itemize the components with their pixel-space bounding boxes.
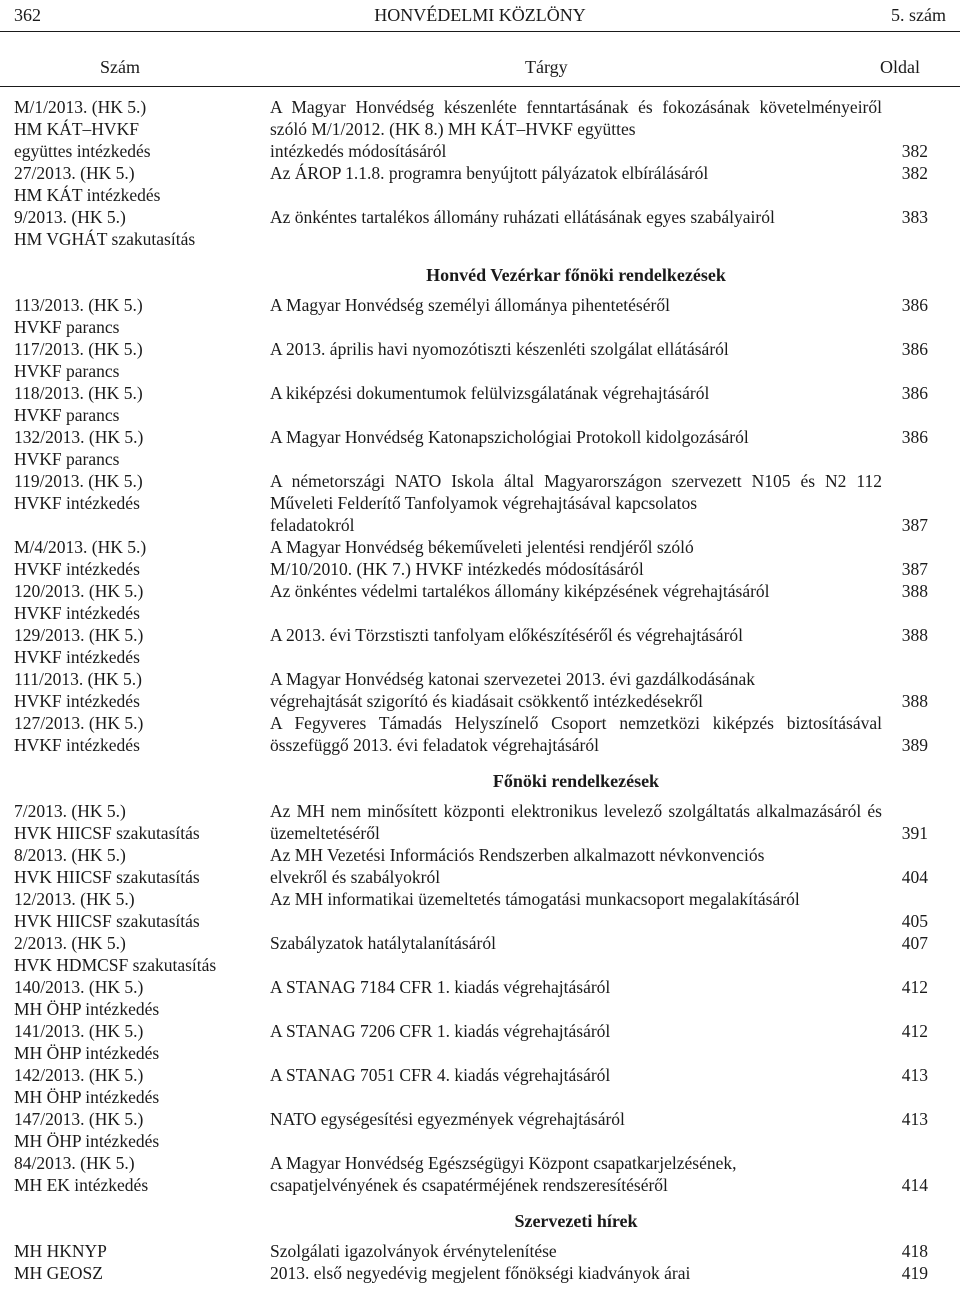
page-reference[interactable]: 389 [901, 735, 928, 755]
document-number: M/1/2013. (HK 5.) HM KÁT–HVKF együttes intézkedés [14, 97, 151, 161]
page-reference[interactable]: 387 [901, 559, 928, 579]
document-number: M/4/2013. (HK 5.) HVKF intézkedés [14, 537, 147, 579]
table-row [0, 382, 960, 426]
document-subject[interactable]: A STANAG 7051 CFR 4. kiadás végrehajtásáról [270, 1065, 611, 1085]
column-header-page: Oldal [880, 57, 920, 77]
document-subject[interactable]: Az MH informatikai üzemeltetés támogatási munkacsoport megalakításáról [270, 889, 800, 909]
page-reference[interactable]: 407 [901, 933, 928, 953]
page-reference[interactable]: 386 [901, 427, 928, 447]
document-subject[interactable]: A 2013. április havi nyomozótiszti készenléti szolgálat ellátásáról [270, 339, 729, 359]
page-reference[interactable]: 413 [901, 1109, 928, 1129]
column-header-number: Szám [100, 57, 140, 77]
document-subject[interactable]: A STANAG 7206 CFR 1. kiadás végrehajtásáról [270, 1021, 611, 1041]
document-number: 113/2013. (HK 5.) HVKF parancs [14, 295, 143, 337]
column-header-rule [0, 86, 960, 87]
table-row [0, 426, 960, 470]
document-number: 119/2013. (HK 5.) HVKF intézkedés [14, 471, 143, 513]
table-row [0, 800, 960, 844]
document-number: MH HKNYP [14, 1241, 107, 1261]
document-number: 142/2013. (HK 5.) MH ÖHP intézkedés [14, 1065, 160, 1107]
document-subject[interactable]: Szabályzatok hatálytalanításáról [270, 933, 496, 953]
document-subject[interactable]: A Magyar Honvédség katonai szervezetei 2013. évi gazdálkodásának végrehajtását szigorító és kiadásait csökkentő intézkedésekről [270, 669, 755, 711]
table-row [0, 712, 960, 756]
table-row [0, 470, 960, 536]
document-subject[interactable]: Az önkéntes tartalékos állomány ruházati ellátásának egyes szabályairól [270, 207, 775, 227]
page-reference[interactable]: 387 [901, 515, 928, 535]
table-row [0, 338, 960, 382]
document-number: 132/2013. (HK 5.) HVKF parancs [14, 427, 144, 469]
page-header [0, 0, 960, 30]
document-number: 2/2013. (HK 5.) HVK HDMCSF szakutasítás [14, 933, 217, 975]
page-reference[interactable]: 412 [901, 1021, 928, 1041]
page-reference[interactable]: 412 [901, 977, 928, 997]
document-subject[interactable]: Az MH nem minősített központi elektronikus levelező szolgáltatás alkalmazásáról és üzemeltetéséről [270, 801, 882, 843]
page-reference[interactable]: 382 [901, 141, 928, 161]
column-headers [0, 52, 960, 82]
page-reference[interactable]: 388 [901, 691, 928, 711]
document-number: 84/2013. (HK 5.) MH EK intézkedés [14, 1153, 149, 1195]
table-row [0, 1064, 960, 1108]
section-heading: Honvéd Vezérkar főnöki rendelkezések [426, 265, 726, 285]
table-row [0, 844, 960, 888]
table-row [0, 162, 960, 206]
document-subject[interactable]: A STANAG 7184 CFR 1. kiadás végrehajtásáról [270, 977, 611, 997]
document-subject[interactable]: A Fegyveres Támadás Helyszínelő Csoport nemzetközi kiképzés biztosításával összefüggő 2013. évi feladatok végrehajtásáról [270, 713, 882, 755]
document-number: 27/2013. (HK 5.) HM KÁT intézkedés [14, 163, 161, 205]
table-row [0, 1108, 960, 1152]
document-subject[interactable]: A Magyar Honvédség Katonapszichológiai Protokoll kidolgozásáról [270, 427, 749, 447]
table-row [0, 206, 960, 250]
document-subject[interactable]: A Magyar Honvédség Egészségügyi Központ csapatkarjelzésének, csapatjelvényének és csapatérméjének rendszeresítéséről [270, 1153, 737, 1195]
publication-title: HONVÉDELMI KÖZLÖNY [374, 5, 586, 25]
document-number: 140/2013. (HK 5.) MH ÖHP intézkedés [14, 977, 160, 1019]
document-number: 111/2013. (HK 5.) HVKF intézkedés [14, 669, 142, 711]
page-reference[interactable]: 419 [901, 1263, 928, 1283]
document-number: 118/2013. (HK 5.) HVKF parancs [14, 383, 143, 425]
page-reference[interactable]: 405 [901, 911, 928, 931]
issue-label: 5. szám [891, 5, 946, 25]
table-row [0, 888, 960, 932]
table-row [0, 1020, 960, 1064]
table-row [0, 624, 960, 668]
document-number: 12/2013. (HK 5.) HVK HIICSF szakutasítás [14, 889, 200, 931]
document-subject[interactable]: A Magyar Honvédség személyi állománya pihentetéséről [270, 295, 670, 315]
page-reference[interactable]: 383 [901, 207, 928, 227]
table-row [0, 976, 960, 1020]
page-number: 362 [14, 5, 41, 25]
table-row [0, 1152, 960, 1196]
page-reference[interactable]: 388 [901, 625, 928, 645]
document-subject[interactable]: A kiképzési dokumentumok felülvizsgálatának végrehajtásáról [270, 383, 710, 403]
document-subject[interactable]: Az MH Vezetési Információs Rendszerben alkalmazott névkonvenciós elvekről és szabályokról [270, 845, 765, 887]
page-reference[interactable]: 386 [901, 295, 928, 315]
document-subject[interactable]: 2013. első negyedévig megjelent főnökségi kiadványok árai [270, 1263, 691, 1283]
page-reference[interactable]: 386 [901, 383, 928, 403]
table-row [0, 932, 960, 976]
document-subject[interactable]: A Magyar Honvédség békeműveleti jelentési rendjéről szóló M/10/2010. (HK 7.) HVKF intézkedés módosításáról [270, 537, 694, 579]
document-subject[interactable]: A Magyar Honvédség készenléte fenntartásának és fokozásának követelményeiről szóló M/1/2012. (HK 8.) MH KÁT–HVKF együttes intézkedés módosításáról [270, 97, 882, 161]
table-row [0, 96, 960, 162]
document-number: 7/2013. (HK 5.) HVK HIICSF szakutasítás [14, 801, 200, 843]
section-heading: Szervezeti hírek [514, 1211, 638, 1231]
document-subject[interactable]: Az önkéntes védelmi tartalékos állomány kiképzésének végrehajtásáról [270, 581, 770, 601]
contents-table [0, 96, 960, 1284]
document-number: 127/2013. (HK 5.) HVKF intézkedés [14, 713, 144, 755]
table-row [0, 580, 960, 624]
table-row [0, 1240, 960, 1262]
page-reference[interactable]: 391 [901, 823, 928, 843]
document-subject[interactable]: NATO egységesítési egyezmények végrehajtásáról [270, 1109, 625, 1129]
document-number: 147/2013. (HK 5.) MH ÖHP intézkedés [14, 1109, 160, 1151]
document-number: 141/2013. (HK 5.) MH ÖHP intézkedés [14, 1021, 160, 1063]
document-subject[interactable]: Szolgálati igazolványok érvénytelenítése [270, 1241, 557, 1261]
document-number: 8/2013. (HK 5.) HVK HIICSF szakutasítás [14, 845, 200, 887]
page-reference[interactable]: 414 [901, 1175, 928, 1195]
page-reference[interactable]: 413 [901, 1065, 928, 1085]
document-number: 117/2013. (HK 5.) HVKF parancs [14, 339, 143, 381]
document-number: 120/2013. (HK 5.) HVKF intézkedés [14, 581, 144, 623]
table-row [0, 1262, 960, 1284]
page-reference[interactable]: 418 [901, 1241, 928, 1261]
page-reference[interactable]: 388 [901, 581, 928, 601]
document-subject[interactable]: Az ÁROP 1.1.8. programra benyújtott pályázatok elbírálásáról [270, 163, 709, 183]
document-subject[interactable]: A németországi NATO Iskola által Magyarországon szervezett N105 és N2 112 Műveleti Felderítő Tanfolyamok végrehajtásával kapcsolatos feladatokról [270, 471, 882, 535]
table-row [0, 536, 960, 580]
table-row [0, 294, 960, 338]
document-number: 129/2013. (HK 5.) HVKF intézkedés [14, 625, 144, 667]
table-row [0, 668, 960, 712]
page-reference[interactable]: 386 [901, 339, 928, 359]
document-number: MH GEOSZ [14, 1263, 103, 1283]
document-subject[interactable]: A 2013. évi Törzstiszti tanfolyam előkészítéséről és végrehajtásáról [270, 625, 744, 645]
document-number: 9/2013. (HK 5.) HM VGHÁT szakutasítás [14, 207, 196, 249]
page-reference[interactable]: 404 [901, 867, 928, 887]
page-reference[interactable]: 382 [901, 163, 928, 183]
header-rule [0, 31, 960, 32]
section-heading: Főnöki rendelkezések [492, 771, 660, 791]
column-header-subject: Tárgy [525, 57, 568, 77]
